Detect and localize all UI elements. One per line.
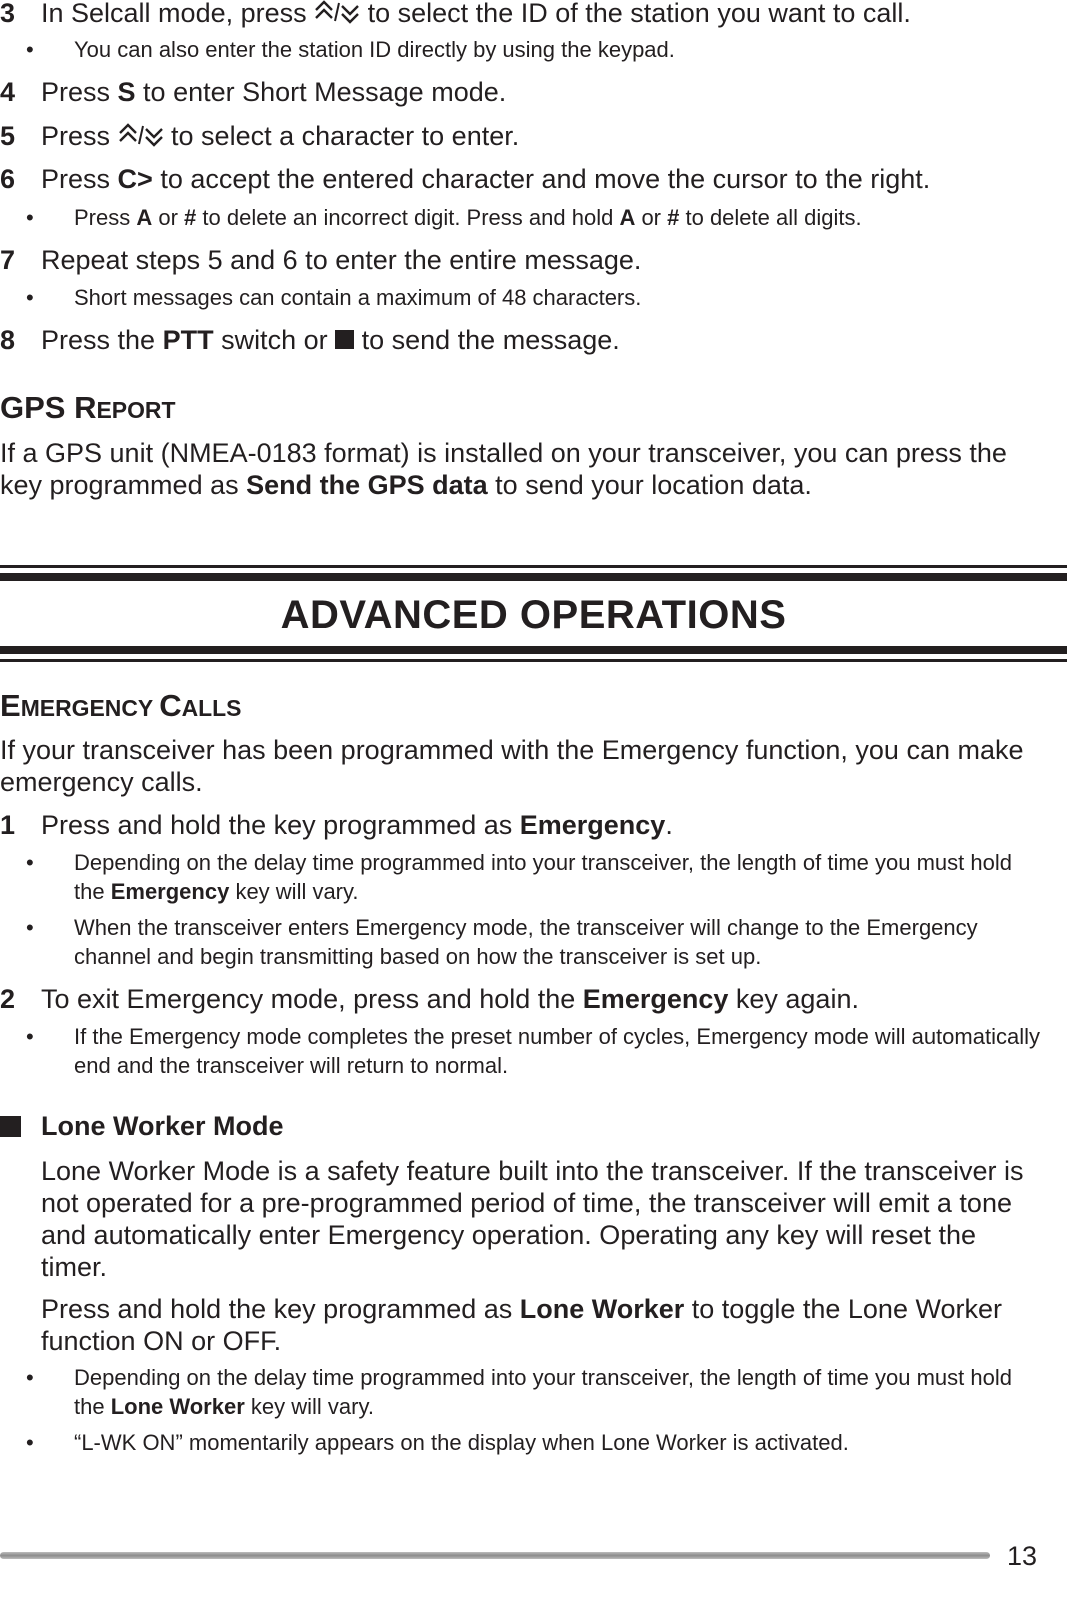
key-label: S [117,77,136,107]
step-text: Press C> to accept the entered character and move the cursor to the right. [41,164,931,194]
step-text: Press S to enter Short Message mode. [41,77,507,107]
step-text: To exit Emergency mode, press and hold the Emergency key again. [41,984,859,1014]
section-banner-title: ADVANCED OPERATIONS [280,593,787,637]
key-label: Lone Worker [519,1294,685,1324]
step-text: Repeat steps 5 and 6 to enter the entire message. [41,245,642,275]
banner-rule-top-thick [0,573,1067,581]
bullet-dot: • [26,205,34,230]
footer-bar [0,1552,990,1559]
step-number: 1 [0,810,16,840]
key-label: Emergency [519,810,666,840]
key-label: PTT [162,325,214,355]
step-number: 7 [0,245,16,275]
banner-rule-bottom-thick [0,646,1067,654]
up-down-arrows-icon [118,122,164,155]
bullet-dot: • [26,285,34,310]
key-label: C> [117,164,153,194]
step-number: 4 [0,77,16,107]
step-text: Press and hold the key programmed as Emergency. [41,810,673,840]
step-text: Press the PTT switch or to send the message. [41,325,620,355]
banner-rule-top-thin [0,565,1067,568]
black-square-key-icon [335,330,354,349]
step-number: 6 [0,164,16,194]
gps-report-heading: GPS REPORT [0,390,176,425]
manual-page: 3 In Selcall mode, press to select the ID of the station you want to call. • You can also enter the station ID directly by using the keypad. 4 Press S to enter Short Message mode. 5 Press to select a character to enter. 6 Press C> to accept the entered character and move the cursor to the right. • Press A or # to delete an incorrect digit. Press and hold A or # to delete all digits. 7 Repeat steps 5 and 6 to enter the entire message. • Short messages can contain a maximum of 48 characters. 8 Press the PTT switch or to send the message. GPS REPORT If a GPS unit (NMEA-0183 format) is installed on your transceiver, you can press the key programmed as Send the GPS data to send your location data. ADVANCED OPERATIONS EMERGENCY CALLS If your transceiver has been programmed with the Emergency function, you can make emergency calls. 1 Press and hold the key programmed as Emergency. • Depending on the delay time programmed into your transceiver, the length of time you must hold the Emergency key will vary. • When the transceiver enters Emergency mode, the transceiver will change to the Emergency channel and begin transmitting based on how the transceiver is set up. 2 To exit Emergency mode, press and hold the Emergency key again. • If the Emergency mode completes the preset number of cycles, Emergency mode will automatically end and the transceiver will return to normal. Lone Worker Mode Lone Worker Mode is a safety feature built into the transceiver. If the transceiver is not operated for a pre-programmed period of time, the transceiver will emit a tone and automatically enter Emergency operation. Operating any key will reset the timer. Press and hold the key programmed as Lone Worker to toggle the Lone Worker function ON or OFF. • Depending on the delay time programmed into your transceiver, the length of time you must hold the Lone Worker key will vary. • “L-WK ON” momentarily appears on the display when Lone Worker is activated. 13 [0,0,1067,1614]
bullet-dot: • [26,1365,34,1390]
bullet-dot: • [26,1430,34,1455]
key-label: Send the GPS data [246,470,488,500]
bullet-dot: • [26,1024,34,1049]
bullet-dot: • [26,850,34,875]
step-text: In Selcall mode, press to select the ID of the station you want to call. [41,0,1060,32]
lone-worker-heading: Lone Worker Mode [0,1110,600,1142]
gps-report-paragraph: If a GPS unit (NMEA-0183 format) is installed on your transceiver, you can press the key programmed as Send the GPS data to send your location data. [0,438,1007,500]
key-label: Emergency [582,984,729,1014]
banner-rule-bottom-thin [0,659,1067,662]
page-number: 13 [1006,1541,1037,1571]
step-number: 2 [0,984,16,1014]
lone-worker-toggle-instruction: Press and hold the key programmed as Lone Worker to toggle the Lone Worker function ON or OFF. [41,1294,1002,1356]
up-down-arrows-icon [314,0,360,32]
step-number: 3 [0,0,16,28]
black-square-bullet-icon [0,1116,21,1137]
emergency-calls-heading: EMERGENCY CALLS [0,688,242,723]
bullet-dot: • [26,915,34,940]
bullet-dot: • [26,37,34,62]
step-number: 8 [0,325,16,355]
step-text: Press to select a character to enter. [41,120,1060,155]
emergency-intro: If your transceiver has been programmed with the Emergency function, you can make emergency calls. [0,735,1024,797]
step-number: 5 [0,121,16,151]
lone-worker-description: Lone Worker Mode is a safety feature built into the transceiver. If the transceiver is not operated for a pre-programmed period of time, the transceiver will emit a tone and automatically enter Emergency operation. Operating any key will reset the timer. [41,1156,1024,1282]
